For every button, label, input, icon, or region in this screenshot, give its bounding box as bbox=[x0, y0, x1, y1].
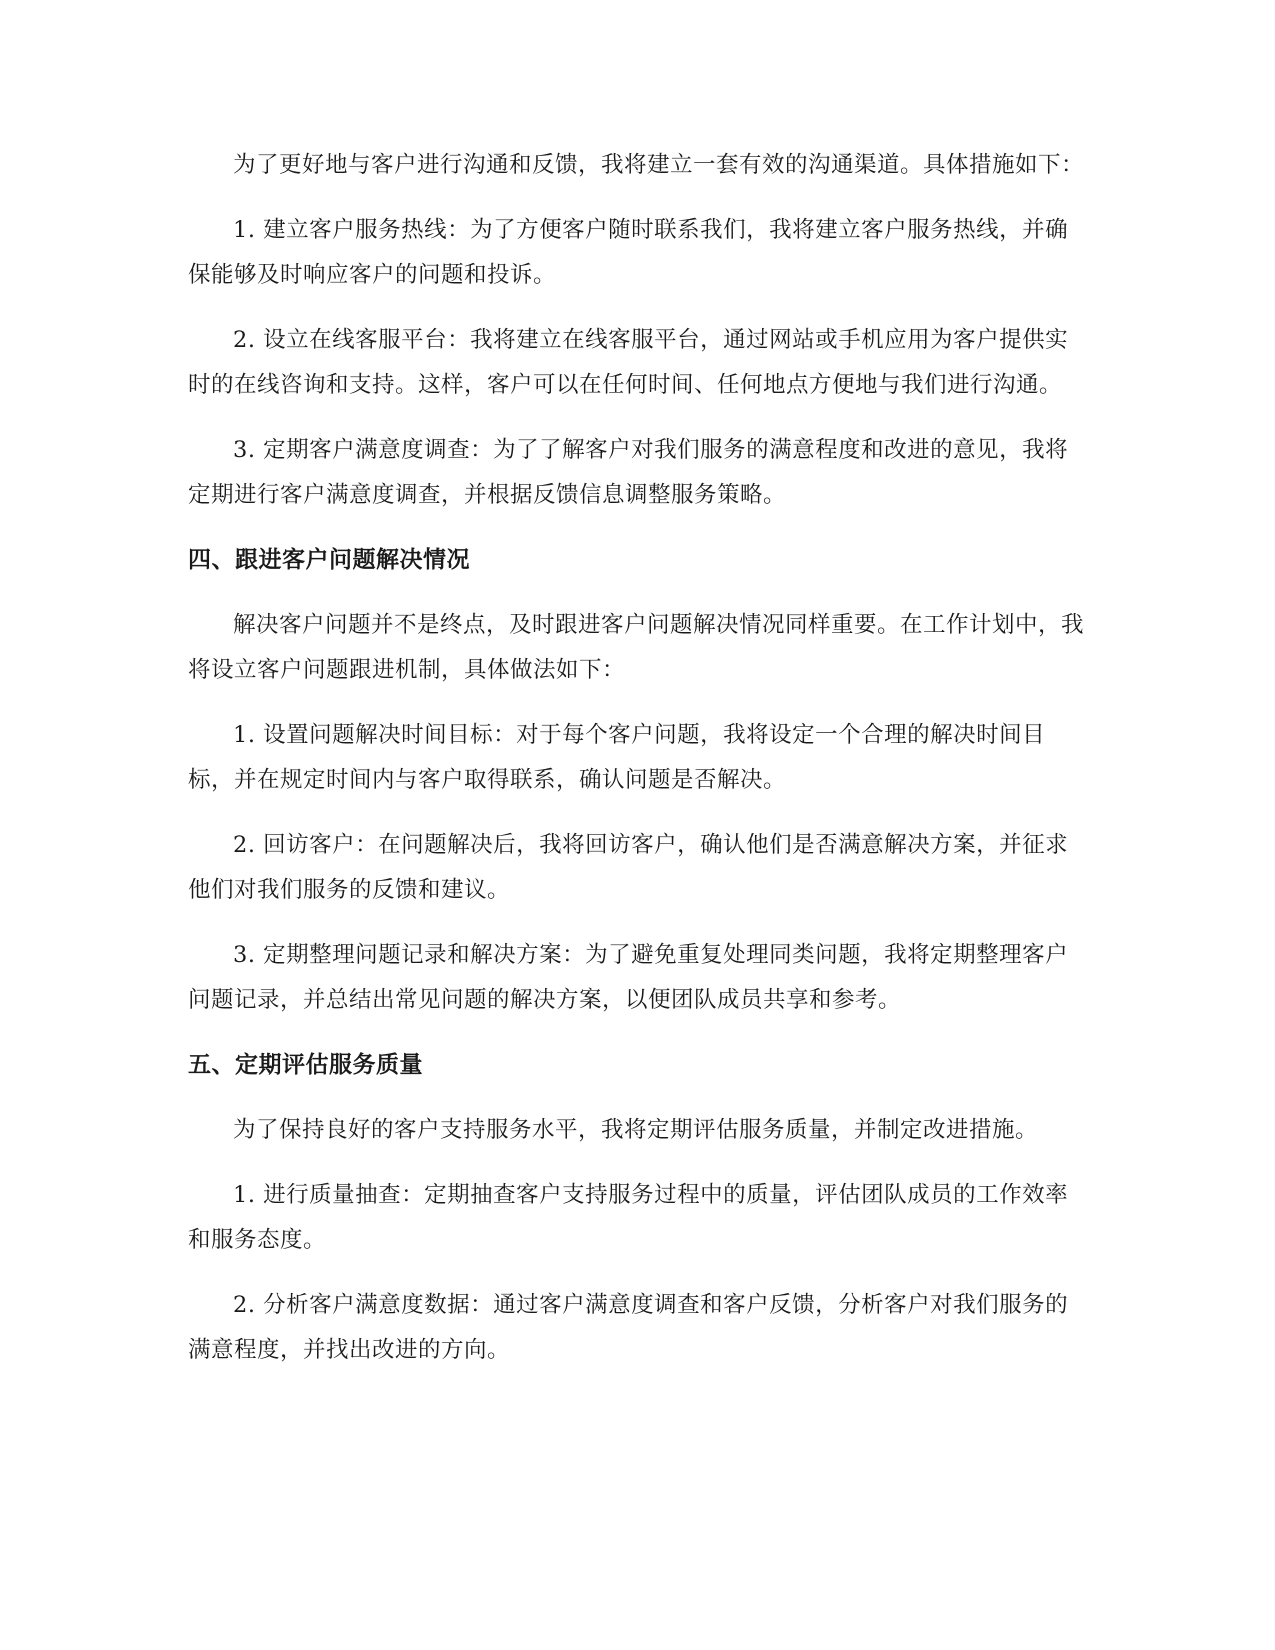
list-item-time-target: 1. 设置问题解决时间目标：对于每个客户问题，我将设定一个合理的解决时间目标，并在规定时间内与客户取得联系，确认问题是否解决。 bbox=[188, 722, 1046, 793]
list-item-quality-check: 1. 进行质量抽查：定期抽查客户支持服务过程中的质量，评估团队成员的工作效率和服务态度。 bbox=[188, 1182, 1069, 1253]
list-item-satisfaction-survey: 3. 定期客户满意度调查：为了了解客户对我们服务的满意程度和改进的意见，我将定期进行客户满意度调查，并根据反馈信息调整服务策略。 bbox=[188, 437, 1069, 508]
list-item-hotline: 1. 建立客户服务热线：为了方便客户随时联系我们，我将建立客户服务热线，并确保能够及时响应客户的问题和投诉。 bbox=[188, 217, 1069, 288]
list-item-satisfaction-data: 2. 分析客户满意度数据：通过客户满意度调查和客户反馈，分析客户对我们服务的满意程度，并找出改进的方向。 bbox=[188, 1292, 1069, 1363]
section-heading-five: 五、定期评估服务质量 bbox=[188, 1052, 423, 1078]
list-item-records: 3. 定期整理问题记录和解决方案：为了避免重复处理同类问题，我将定期整理客户问题记录，并总结出常见问题的解决方案，以便团队成员共享和参考。 bbox=[188, 942, 1069, 1013]
intro-paragraph-follow-up: 解决客户问题并不是终点，及时跟进客户问题解决情况同样重要。在工作计划中，我将设立客户问题跟进机制，具体做法如下： bbox=[188, 612, 1085, 683]
list-item-online-platform: 2. 设立在线客服平台：我将建立在线客服平台，通过网站或手机应用为客户提供实时的在线咨询和支持。这样，客户可以在任何时间、任何地点方便地与我们进行沟通。 bbox=[188, 327, 1069, 398]
intro-paragraph-channels: 为了更好地与客户进行沟通和反馈，我将建立一套有效的沟通渠道。具体措施如下： bbox=[233, 152, 1085, 178]
intro-paragraph-quality: 为了保持良好的客户支持服务水平，我将定期评估服务质量，并制定改进措施。 bbox=[233, 1117, 1039, 1143]
list-item-revisit: 2. 回访客户：在问题解决后，我将回访客户，确认他们是否满意解决方案，并征求他们对我们服务的反馈和建议。 bbox=[188, 832, 1069, 903]
document-body bbox=[188, 143, 1088, 1393]
section-heading-four: 四、跟进客户问题解决情况 bbox=[188, 547, 470, 573]
